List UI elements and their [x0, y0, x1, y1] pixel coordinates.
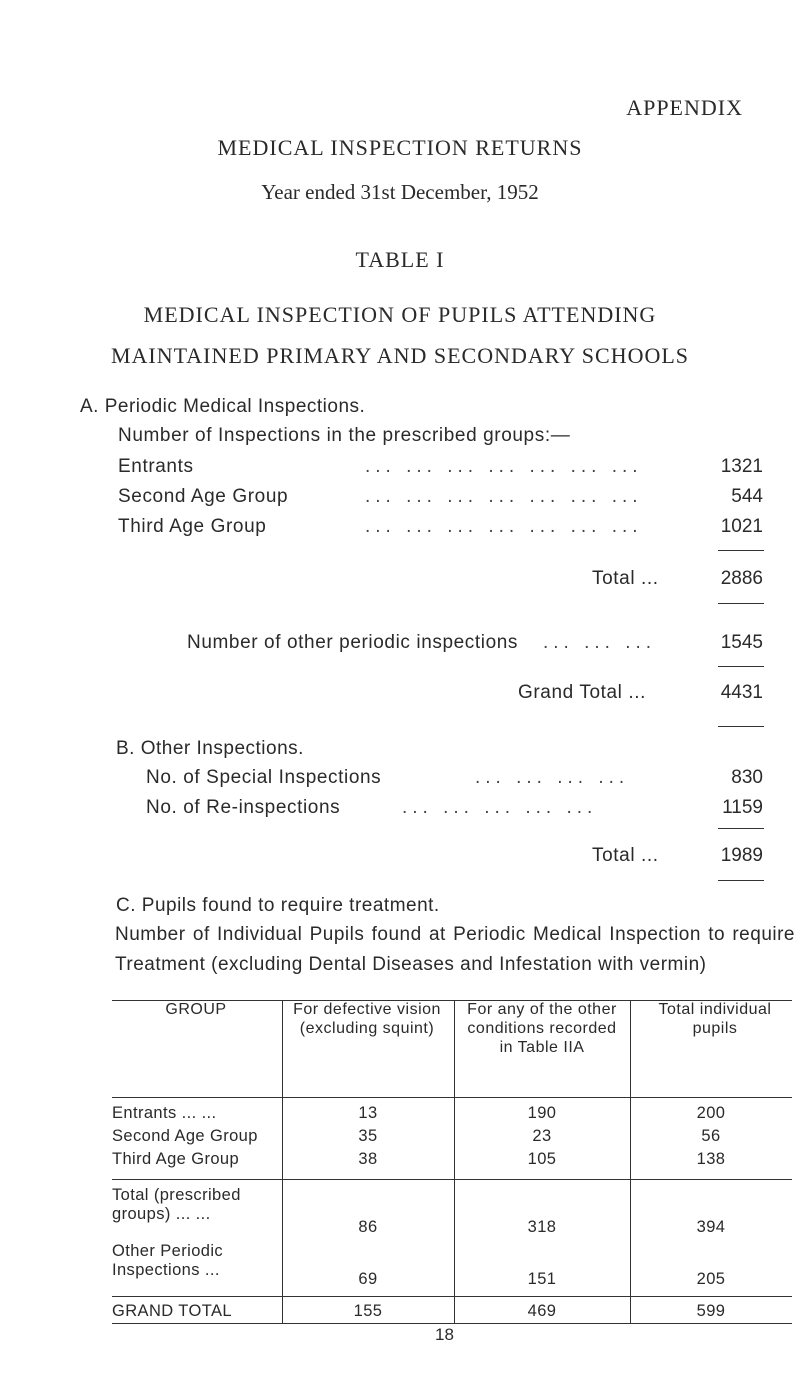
table-cell-total: 56 — [701, 1127, 721, 1145]
table-rule — [112, 1097, 792, 1098]
row-label-re-inspections: No. of Re-inspections — [146, 797, 341, 818]
treatment-table — [112, 1000, 792, 1360]
table-row-group: Third Age Group — [112, 1150, 240, 1168]
table-rule — [112, 1296, 792, 1297]
document-title: MEDICAL INSPECTION RETURNS — [217, 135, 583, 160]
table-cell-total: 200 — [696, 1104, 726, 1122]
sum-rule — [718, 880, 764, 881]
table-row-group: Other Periodic Inspections ... — [112, 1242, 224, 1279]
grand-total-row-label: GRAND TOTAL — [112, 1302, 232, 1320]
table-rule — [112, 1179, 792, 1180]
table-cell-total: 394 — [696, 1218, 726, 1236]
table-cell-other: 318 — [527, 1218, 557, 1236]
table-cell-total: 205 — [696, 1270, 726, 1288]
header-total-pupils: Total individual pupils — [658, 1001, 772, 1037]
section-a-title: A. Periodic Medical Inspections. — [80, 396, 366, 417]
year-subtitle: Year ended 31st December, 1952 — [261, 180, 539, 204]
sum-rule — [718, 726, 764, 727]
table-cell-other: 105 — [527, 1150, 557, 1168]
header-group: GROUP — [165, 1001, 227, 1018]
grand-total-other: 469 — [527, 1302, 557, 1320]
leader-dots: ... ... ... ... ... ... ... — [365, 456, 643, 477]
header-defective-vision: For defective vision (excluding squint) — [293, 1001, 441, 1037]
table-cell-total: 138 — [696, 1150, 726, 1168]
table-cell-vision: 69 — [358, 1270, 378, 1288]
section-c-title: C. Pupils found to require treatment. — [116, 895, 440, 916]
heading-line-1: MEDICAL INSPECTION OF PUPILS ATTENDING — [143, 302, 657, 327]
table-cell-other: 190 — [527, 1104, 557, 1122]
value-special-inspections: 830 — [731, 767, 763, 788]
row-label-entrants: Entrants — [118, 456, 194, 477]
leader-dots: ... ... ... ... ... — [402, 797, 598, 818]
total-value-a: 2886 — [720, 568, 763, 589]
total-value-b: 1989 — [720, 845, 763, 866]
table-label: TABLE I — [355, 247, 445, 272]
table-cell-vision: 86 — [358, 1218, 378, 1236]
leader-dots: ... ... ... — [543, 632, 657, 653]
leader-dots: ... ... ... ... ... ... ... — [365, 516, 643, 537]
other-periodic-label: Number of other periodic inspections — [187, 632, 519, 653]
table-cell-vision: 13 — [358, 1104, 378, 1122]
table-row-group: Total (prescribed groups) ... ... — [112, 1186, 241, 1223]
other-periodic-value: 1545 — [720, 632, 763, 653]
value-re-inspections: 1159 — [722, 797, 763, 818]
table-row-group: Entrants ... ... — [112, 1104, 217, 1122]
grand-total-total: 599 — [696, 1302, 726, 1320]
table-cell-other: 151 — [527, 1270, 557, 1288]
table-cell-vision: 38 — [358, 1150, 378, 1168]
section-c-paragraph: Number of Individual Pupils found at Periodic Medical Inspection to require Treatment (excluding Dental Diseases and Infestation with vermin) — [115, 924, 795, 975]
row-label-third-age-group: Third Age Group — [118, 516, 267, 537]
grand-total-label: Grand Total ... — [518, 682, 646, 703]
table-row-group: Second Age Group — [112, 1127, 258, 1145]
table-cell-other: 23 — [532, 1127, 552, 1145]
leader-dots: ... ... ... ... — [475, 767, 630, 788]
grand-total-vision: 155 — [353, 1302, 383, 1320]
sum-rule — [718, 550, 764, 551]
sum-rule — [718, 828, 764, 829]
leader-dots: ... ... ... ... ... ... ... — [365, 486, 643, 507]
row-label-second-age-group: Second Age Group — [118, 486, 289, 507]
value-entrants: 1321 — [720, 456, 763, 477]
value-third-age-group: 1021 — [720, 516, 763, 537]
table-rule — [112, 1323, 792, 1324]
sum-rule — [718, 666, 764, 667]
table-cell-vision: 35 — [358, 1127, 378, 1145]
total-label-b: Total ... — [592, 845, 659, 866]
section-a-intro: Number of Inspections in the prescribed groups:— — [118, 425, 571, 446]
value-second-age-group: 544 — [731, 486, 763, 507]
heading-line-2: MAINTAINED PRIMARY AND SECONDARY SCHOOLS — [110, 343, 690, 368]
grand-total-value: 4431 — [720, 682, 763, 703]
row-label-special-inspections: No. of Special Inspections — [146, 767, 382, 788]
total-label-a: Total ... — [592, 568, 659, 589]
sum-rule — [718, 603, 764, 604]
header-other-conditions: For any of the other conditions recorded in Table IIA — [467, 1001, 617, 1056]
section-b-title: B. Other Inspections. — [116, 738, 304, 759]
appendix-label: APPENDIX — [626, 95, 743, 120]
page-number: 18 — [435, 1325, 454, 1344]
